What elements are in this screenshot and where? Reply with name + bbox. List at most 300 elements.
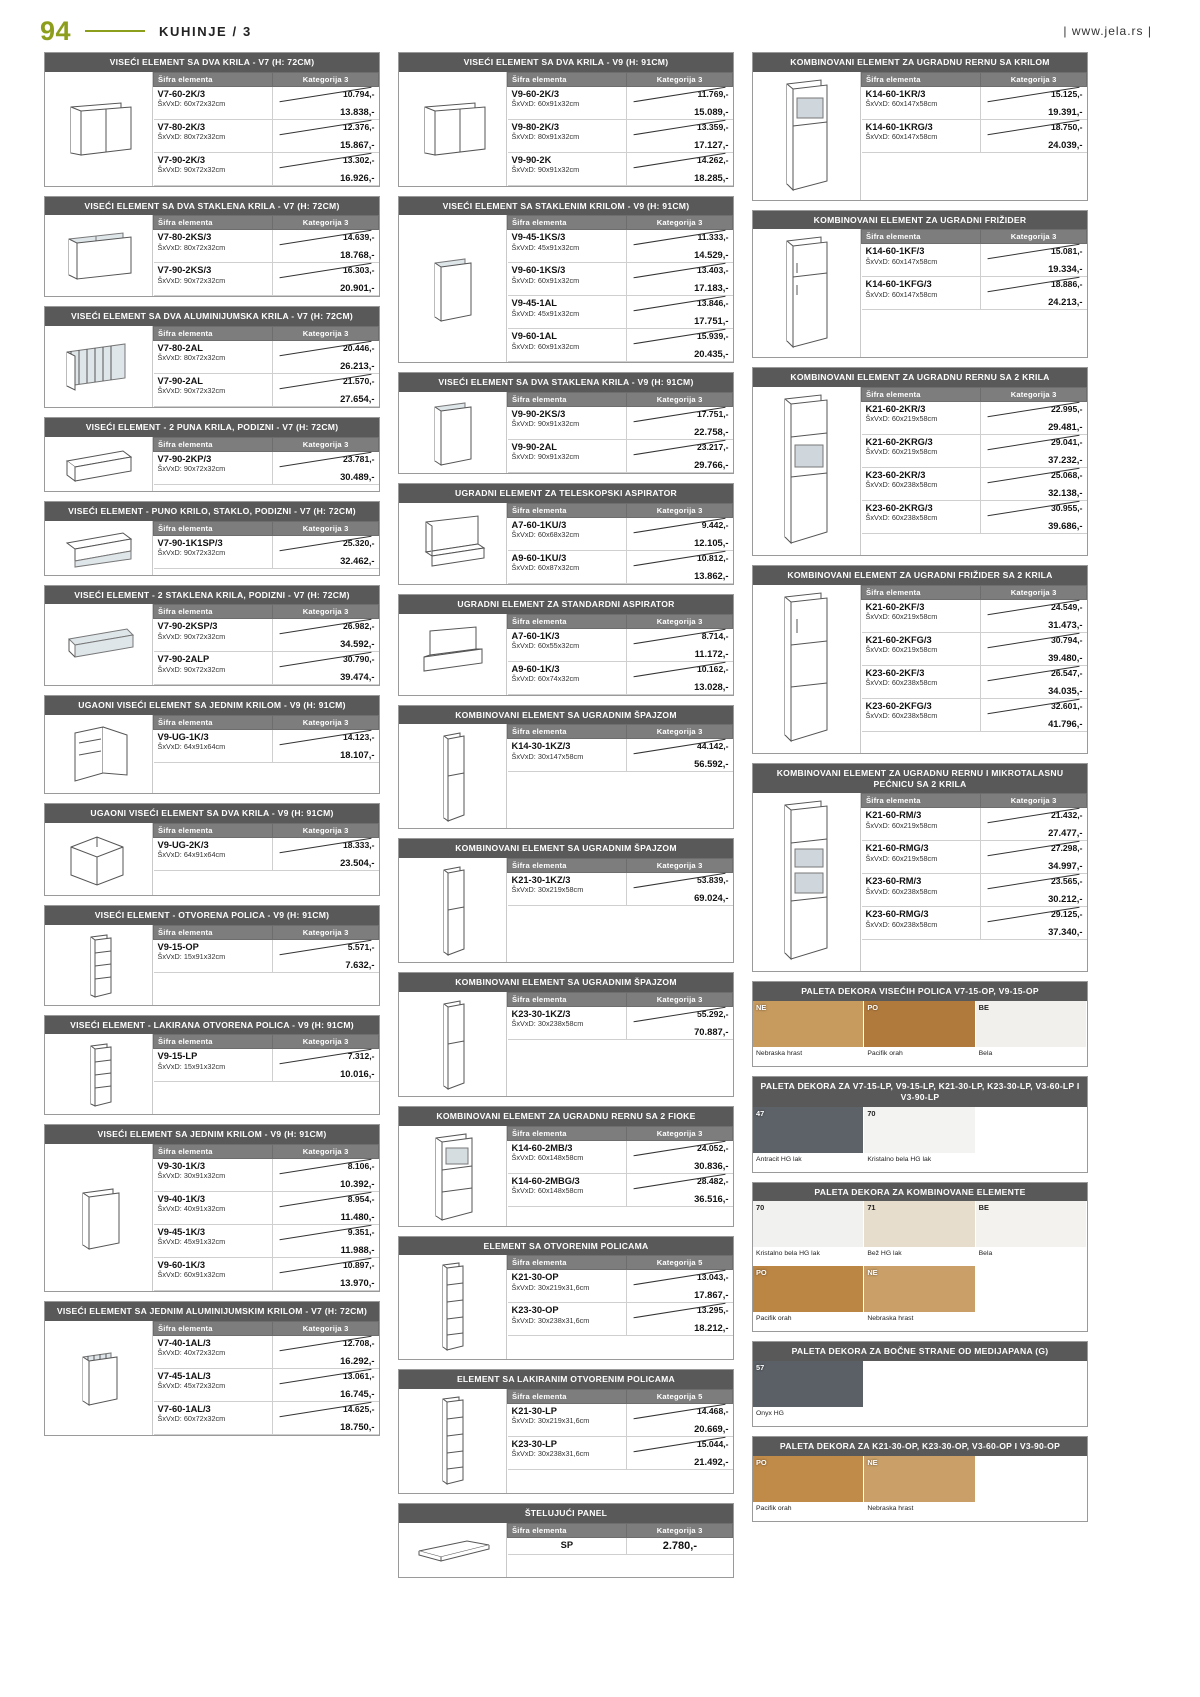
price-strike xyxy=(634,1140,726,1156)
price-strike xyxy=(634,119,726,135)
swatch-code: 70 xyxy=(756,1203,765,1213)
product-block xyxy=(398,1106,734,1227)
product-code: A9-60-1KU/3 xyxy=(511,552,567,563)
price-table-wrap xyxy=(861,387,1087,555)
open-shelf-icon xyxy=(45,925,153,1005)
product-code: K23-30-LP xyxy=(511,1439,557,1450)
price-strike xyxy=(988,633,1080,649)
oven-microwave-unit-icon xyxy=(753,793,861,971)
price-strike xyxy=(988,435,1080,451)
product-code: K23-30-OP xyxy=(511,1305,559,1316)
product-code: K21-60-RMG/3 xyxy=(865,843,929,854)
price-new: 13.862,- xyxy=(694,569,729,581)
column-header-category: Kategorija 3 xyxy=(273,1145,379,1159)
product-dimensions: ŠxVxD: 40x72x32cm xyxy=(157,1347,226,1357)
price-table-wrap xyxy=(507,724,733,828)
column-header-category: Kategorija 3 xyxy=(627,614,733,628)
product-dimensions: ŠxVxD: 90x91x32cm xyxy=(511,452,580,462)
product-code: K21-30-1KZ/3 xyxy=(511,875,571,886)
product-dimensions: ŠxVxD: 60x219x58cm xyxy=(865,820,938,830)
column-header-category: Kategorija 3 xyxy=(627,503,733,517)
price-cell xyxy=(627,628,733,661)
product-code-cell xyxy=(154,152,273,185)
product-code-cell xyxy=(508,152,627,185)
product-block-title: UGRADNI ELEMENT ZA STANDARDNI ASPIRATOR xyxy=(399,595,733,614)
table-header-row xyxy=(154,716,379,730)
product-dimensions: ŠxVxD: 60x87x32cm xyxy=(511,563,580,573)
table-row xyxy=(508,1303,733,1336)
product-block-title: VISEĆI ELEMENT SA JEDNIM KRILOM - V9 (H: 91CM) xyxy=(45,1125,379,1144)
price-table-wrap xyxy=(153,925,379,1005)
price-old-wrap: 53.839,- xyxy=(631,875,728,885)
product-code-cell xyxy=(508,1140,627,1173)
product-code-cell xyxy=(862,468,981,501)
swatch-code: 71 xyxy=(867,1203,876,1213)
column-header-category: Kategorija 3 xyxy=(627,1126,733,1140)
product-code-cell xyxy=(154,1049,273,1082)
product-dimensions: ŠxVxD: 40x91x32cm xyxy=(157,1204,226,1214)
product-dimensions: ŠxVxD: 60x147x58cm xyxy=(865,131,938,141)
product-dimensions: ŠxVxD: 64x91x64cm xyxy=(157,742,226,752)
price-old-wrap: 24.549,- xyxy=(985,602,1082,612)
table-header-row xyxy=(508,393,733,407)
pantry-unit-icon xyxy=(399,858,507,962)
table-row xyxy=(862,501,1087,534)
product-dimensions: ŠxVxD: 90x72x32cm xyxy=(157,275,226,285)
price-table-wrap xyxy=(153,521,379,575)
price-table-wrap xyxy=(861,793,1087,971)
price-strike xyxy=(280,939,372,955)
price-table xyxy=(507,1389,733,1470)
cabinet-two-door-icon xyxy=(45,72,153,186)
product-block-title: VISEĆI ELEMENT - 2 PUNA KRILA, PODIZNI - V7 (H: 72CM) xyxy=(45,418,379,437)
swatch-color xyxy=(864,1201,974,1247)
product-block xyxy=(398,483,734,585)
column-header-code: Šifra elementa xyxy=(154,1035,273,1049)
price-old-wrap: 10.812,- xyxy=(631,553,728,563)
price-strike xyxy=(634,1303,726,1319)
price-old-wrap: 15.125,- xyxy=(985,89,1082,99)
product-block-body xyxy=(45,437,379,491)
product-block-title: ELEMENT SA OTVORENIM POLICAMA xyxy=(399,1237,733,1256)
product-code: SP xyxy=(560,1539,574,1550)
table-row xyxy=(154,837,379,870)
price-old-wrap: 18.750,- xyxy=(985,122,1082,132)
swatch-color xyxy=(976,1201,1086,1247)
price-new: 24.039,- xyxy=(1048,138,1083,150)
price-cell xyxy=(627,230,733,263)
product-block xyxy=(398,1369,734,1494)
product-code: K21-60-RM/3 xyxy=(865,810,922,821)
price-new: 39.474,- xyxy=(340,671,375,683)
price-cell xyxy=(273,652,379,685)
price-table-wrap xyxy=(507,614,733,695)
column-header-category: Kategorija 3 xyxy=(273,1321,379,1335)
product-code: K21-60-2KFG/3 xyxy=(865,634,932,645)
product-block-body xyxy=(399,614,733,695)
swatch-code: 57 xyxy=(756,1363,765,1373)
product-code-cell xyxy=(508,1537,627,1554)
price-cell xyxy=(273,1258,379,1291)
column-header-code: Šifra elementa xyxy=(508,72,627,86)
fridge-unit-icon xyxy=(753,229,861,357)
price-table xyxy=(861,72,1087,153)
price-table xyxy=(507,858,733,906)
price-strike xyxy=(988,277,1080,293)
table-row xyxy=(508,628,733,661)
fridge-unit-two-doors-icon xyxy=(753,585,861,753)
table-header-row xyxy=(508,725,733,739)
price-new: 30.836,- xyxy=(694,1159,729,1171)
price-table-wrap xyxy=(153,437,379,491)
price-old-wrap: 21.570,- xyxy=(277,376,374,386)
price-old-wrap: 25.068,- xyxy=(985,470,1082,480)
catalog-column-1 xyxy=(44,52,380,1587)
price-new: 18.107,- xyxy=(340,749,375,761)
swatch-name: Pacifik orah xyxy=(867,1050,903,1058)
column-header-category: Kategorija 3 xyxy=(273,327,379,341)
product-dimensions: ŠxVxD: 90x91x32cm xyxy=(511,164,580,174)
product-block-title: UGAONI VISEĆI ELEMENT SA DVA KRILA - V9 (H: 91CM) xyxy=(45,804,379,823)
price-new: 14.529,- xyxy=(694,249,729,261)
product-code-cell xyxy=(154,1159,273,1192)
table-row xyxy=(508,329,733,362)
price-strike xyxy=(280,374,372,390)
product-block xyxy=(752,367,1088,556)
price-strike xyxy=(988,468,1080,484)
product-dimensions: ŠxVxD: 60x147x58cm xyxy=(865,256,938,266)
swatch-color xyxy=(753,1001,863,1047)
price-cell xyxy=(627,1173,733,1206)
table-header-row xyxy=(508,1523,733,1537)
product-code: K14-60-1KF/3 xyxy=(865,246,925,257)
product-dimensions: ŠxVxD: 90x72x32cm xyxy=(157,631,226,641)
price-strike xyxy=(988,501,1080,517)
column-header-category: Kategorija 3 xyxy=(273,1035,379,1049)
price-cell xyxy=(273,1401,379,1434)
price-old-wrap: 30.790,- xyxy=(277,654,374,664)
product-code-cell xyxy=(862,277,981,310)
product-block xyxy=(44,306,380,408)
price-cell xyxy=(273,619,379,652)
price-new: 13.970,- xyxy=(340,1277,375,1289)
price-strike xyxy=(634,1173,726,1189)
product-code: K23-60-2KR/3 xyxy=(865,470,926,481)
cabinet-lift-glass-icon xyxy=(45,521,153,575)
price-cell xyxy=(273,1335,379,1368)
product-dimensions: ŠxVxD: 60x148x58cm xyxy=(511,1152,584,1162)
product-code-cell xyxy=(508,119,627,152)
price-new: 37.232,- xyxy=(1048,454,1083,466)
table-row xyxy=(508,230,733,263)
price-new: 19.391,- xyxy=(1048,105,1083,117)
price-strike xyxy=(634,407,726,423)
palette-block xyxy=(752,981,1088,1067)
column-header-category: Kategorija 3 xyxy=(981,388,1087,402)
price-new: 11.988,- xyxy=(340,1244,375,1256)
product-code: V7-60-1AL/3 xyxy=(157,1403,211,1414)
product-dimensions: ŠxVxD: 90x72x32cm xyxy=(157,547,226,557)
price-cell xyxy=(981,808,1087,841)
price-new: 31.473,- xyxy=(1048,618,1083,630)
product-block-title: UGAONI VISEĆI ELEMENT SA JEDNIM KRILOM - V9 (H: 91CM) xyxy=(45,696,379,715)
product-dimensions: ŠxVxD: 45x72x32cm xyxy=(157,1380,226,1390)
price-table xyxy=(153,326,379,407)
price-new: 20.669,- xyxy=(694,1423,729,1435)
price-strike xyxy=(280,1402,372,1418)
price-cell xyxy=(273,730,379,763)
price-old-wrap: 28.482,- xyxy=(631,1176,728,1186)
swatch-color xyxy=(753,1201,863,1247)
price-strike xyxy=(634,263,726,279)
product-dimensions: ŠxVxD: 60x238x58cm xyxy=(865,513,938,523)
table-row xyxy=(508,1537,733,1554)
price-strike xyxy=(634,329,726,345)
swatch-color xyxy=(864,1107,974,1153)
price-table xyxy=(153,1034,379,1082)
product-dimensions: ŠxVxD: 90x72x32cm xyxy=(157,386,226,396)
swatch-code: PO xyxy=(756,1268,767,1278)
catalog-columns xyxy=(0,52,1200,1587)
palette-title: PALETA DEKORA ZA BOČNE STRANE OD MEDIJAPANA (G) xyxy=(753,1342,1087,1361)
product-code-cell xyxy=(508,1270,627,1303)
price-new: 15.867,- xyxy=(340,138,375,150)
product-dimensions: ŠxVxD: 60x72x32cm xyxy=(157,98,226,108)
table-row xyxy=(154,1401,379,1434)
price-new: 56.592,- xyxy=(694,758,729,770)
price-single: 2.780,- xyxy=(662,1539,697,1552)
price-table-wrap xyxy=(861,229,1087,357)
product-block-body xyxy=(45,823,379,895)
product-code: V9-80-2K/3 xyxy=(511,121,560,132)
column-header-category: Kategorija 3 xyxy=(981,230,1087,244)
price-cell xyxy=(273,1159,379,1192)
cabinet-glass-two-door-icon xyxy=(45,215,153,296)
price-table xyxy=(507,72,733,186)
color-swatch xyxy=(864,1201,975,1266)
price-table-wrap xyxy=(507,392,733,473)
product-dimensions: ŠxVxD: 60x72x32cm xyxy=(157,1413,226,1423)
price-strike xyxy=(988,600,1080,616)
price-strike xyxy=(280,1159,372,1175)
price-strike xyxy=(280,119,372,135)
price-table xyxy=(153,215,379,296)
price-new: 11.480,- xyxy=(340,1211,375,1223)
product-code-cell xyxy=(154,1225,273,1258)
price-cell xyxy=(627,661,733,694)
product-block xyxy=(752,52,1088,201)
table-row xyxy=(154,1225,379,1258)
swatch-color xyxy=(753,1361,863,1407)
price-new: 30.489,- xyxy=(340,470,375,482)
product-dimensions: ŠxVxD: 60x91x32cm xyxy=(157,1270,226,1280)
product-code-cell xyxy=(508,1404,627,1437)
price-table-wrap xyxy=(507,1389,733,1493)
column-header-category: Kategorija 3 xyxy=(273,605,379,619)
table-row xyxy=(862,632,1087,665)
table-row xyxy=(508,873,733,906)
product-code-cell xyxy=(508,1437,627,1470)
price-table xyxy=(153,925,379,973)
price-new: 23.504,- xyxy=(340,856,375,868)
table-row xyxy=(154,451,379,484)
product-code: V7-90-2KS/3 xyxy=(157,265,212,276)
table-row xyxy=(508,407,733,440)
product-block-body xyxy=(45,604,379,685)
price-cell xyxy=(273,263,379,296)
column-header-code: Šifra elementa xyxy=(508,216,627,230)
table-header-row xyxy=(154,823,379,837)
price-cell xyxy=(627,329,733,362)
column-header-code: Šifra elementa xyxy=(154,605,273,619)
product-block-title: VISEĆI ELEMENT SA JEDNIM ALUMINIJUMSKIM KRILOM - V7 (H: 72CM) xyxy=(45,1302,379,1321)
price-table xyxy=(153,437,379,485)
table-header-row xyxy=(508,1126,733,1140)
cabinet-glass-two-door-tall-icon xyxy=(399,392,507,473)
cabinet-lift-two-panel-icon xyxy=(45,437,153,491)
price-old-wrap: 25.320,- xyxy=(277,538,374,548)
column-header-code: Šifra elementa xyxy=(154,521,273,535)
product-block xyxy=(398,52,734,187)
swatch-color xyxy=(753,1456,863,1502)
product-block xyxy=(398,972,734,1097)
price-strike xyxy=(280,452,372,468)
price-strike xyxy=(634,230,726,246)
price-old-wrap: 26.982,- xyxy=(277,621,374,631)
product-code: K21-60-2KRG/3 xyxy=(865,437,933,448)
product-dimensions: ŠxVxD: 60x238x58cm xyxy=(865,919,938,929)
product-code-cell xyxy=(154,730,273,763)
swatch-color xyxy=(753,1266,863,1312)
price-old-wrap: 26.547,- xyxy=(985,668,1082,678)
price-table-wrap xyxy=(153,823,379,895)
product-code-cell xyxy=(154,341,273,374)
price-old-wrap: 12.376,- xyxy=(277,122,374,132)
price-table xyxy=(507,503,733,584)
product-block-title: VISEĆI ELEMENT - LAKIRANA OTVORENA POLICA - V9 (H: 91CM) xyxy=(45,1016,379,1035)
price-old-wrap: 7.312,- xyxy=(277,1051,374,1061)
product-block xyxy=(44,1015,380,1116)
price-cell xyxy=(627,873,733,906)
price-old-wrap: 8.106,- xyxy=(277,1161,374,1171)
price-table-wrap xyxy=(153,72,379,186)
product-code-cell xyxy=(154,230,273,263)
page-category: KUHINJE / 3 xyxy=(159,23,252,39)
table-header-row xyxy=(508,1390,733,1404)
price-table xyxy=(507,614,733,695)
price-table-wrap xyxy=(153,1034,379,1114)
product-dimensions: ŠxVxD: 60x147x58cm xyxy=(865,98,938,108)
product-block-body xyxy=(45,1144,379,1291)
product-block xyxy=(398,196,734,364)
column-header-category: Kategorija 3 xyxy=(273,925,379,939)
price-new: 19.334,- xyxy=(1048,263,1083,275)
price-table xyxy=(861,585,1087,732)
price-new: 41.796,- xyxy=(1048,717,1083,729)
product-dimensions: ŠxVxD: 15x91x32cm xyxy=(157,951,226,961)
product-code: V9-UG-1K/3 xyxy=(157,732,209,743)
price-old-wrap: 27.298,- xyxy=(985,843,1082,853)
color-swatch xyxy=(864,1107,975,1172)
swatch-code: NE xyxy=(867,1268,878,1278)
price-new: 24.213,- xyxy=(1048,296,1083,308)
swatch-name: Pacifik orah xyxy=(756,1315,792,1323)
price-strike xyxy=(280,86,372,102)
price-old-wrap: 55.292,- xyxy=(631,1009,728,1019)
product-dimensions: ŠxVxD: 80x72x32cm xyxy=(157,353,226,363)
price-table xyxy=(507,724,733,772)
price-strike xyxy=(634,661,726,677)
price-strike xyxy=(634,873,726,889)
product-code-cell xyxy=(154,86,273,119)
column-header-category: Kategorija 3 xyxy=(627,725,733,739)
product-code: V9-90-2AL xyxy=(511,442,557,453)
column-header-code: Šifra elementa xyxy=(154,437,273,451)
palette-swatches xyxy=(753,1201,1087,1331)
price-strike xyxy=(280,838,372,854)
price-table-wrap xyxy=(507,1126,733,1226)
product-code: V9-45-1AL xyxy=(511,298,557,309)
product-code-cell xyxy=(862,119,981,152)
product-dimensions: ŠxVxD: 60x238x58cm xyxy=(865,678,938,688)
product-dimensions: ŠxVxD: 60x148x58cm xyxy=(511,1185,584,1195)
table-row xyxy=(862,698,1087,731)
page-header xyxy=(0,0,1200,52)
column-header-code: Šifra elementa xyxy=(508,614,627,628)
product-block-title: KOMBINOVANI ELEMENT SA UGRADNIM ŠPAJZOM xyxy=(399,706,733,725)
product-code: V7-90-2KSP/3 xyxy=(157,621,218,632)
product-block-title: VISEĆI ELEMENT - OTVORENA POLICA - V9 (H: 91CM) xyxy=(45,906,379,925)
palette-swatches xyxy=(753,1001,1087,1066)
product-block-title: KOMBINOVANI ELEMENT ZA UGRADNU RERNU SA KRILOM xyxy=(753,53,1087,72)
column-header-code: Šifra elementa xyxy=(862,585,981,599)
price-strike xyxy=(988,874,1080,890)
palette-swatches xyxy=(753,1456,1087,1521)
price-new: 29.766,- xyxy=(694,459,729,471)
color-swatch xyxy=(753,1266,864,1331)
price-old-wrap: 32.601,- xyxy=(985,701,1082,711)
swatch-name: Kristalno bela HG lak xyxy=(867,1155,932,1163)
price-strike xyxy=(634,518,726,534)
product-code-cell xyxy=(154,119,273,152)
product-code-cell xyxy=(862,244,981,277)
price-table-wrap xyxy=(153,326,379,407)
product-block xyxy=(44,803,380,896)
price-strike xyxy=(988,244,1080,260)
product-code: V7-90-2ALP xyxy=(157,654,210,665)
product-code: K23-60-RM/3 xyxy=(865,876,922,887)
price-old-wrap: 14.639,- xyxy=(277,232,374,242)
price-table xyxy=(507,392,733,473)
product-dimensions: ŠxVxD: 80x91x32cm xyxy=(511,131,580,141)
cabinet-one-alu-door-icon xyxy=(45,1321,153,1435)
price-table xyxy=(507,215,733,362)
price-new: 17.751,- xyxy=(694,315,729,327)
price-table xyxy=(153,715,379,763)
product-block-title: ELEMENT SA LAKIRANIM OTVORENIM POLICAMA xyxy=(399,1370,733,1389)
price-new: 26.213,- xyxy=(340,360,375,372)
product-block xyxy=(398,372,734,474)
product-code: V9-15-LP xyxy=(157,1051,198,1062)
product-block-title: KOMBINOVANI ELEMENT SA UGRADNIM ŠPAJZOM xyxy=(399,839,733,858)
price-strike xyxy=(280,152,372,168)
table-row xyxy=(508,661,733,694)
product-code-cell xyxy=(862,874,981,907)
price-strike xyxy=(634,1007,726,1023)
product-dimensions: ŠxVxD: 60x74x32cm xyxy=(511,673,580,683)
price-new: 21.492,- xyxy=(694,1456,729,1468)
product-code-cell xyxy=(154,619,273,652)
